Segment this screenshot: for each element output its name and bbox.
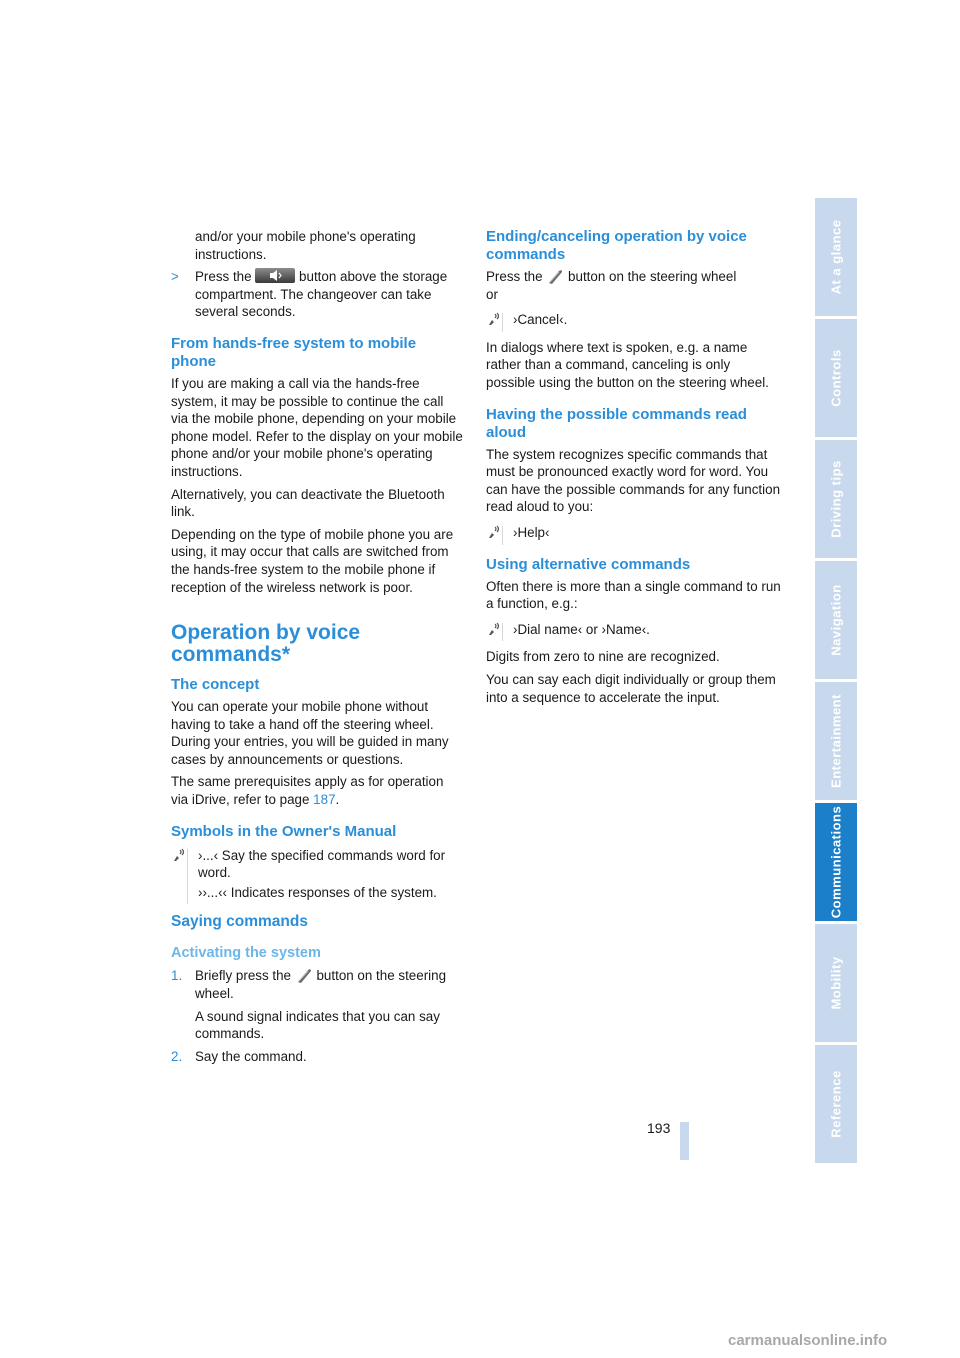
changeover-bullet — [171, 268, 463, 321]
help-command-box — [486, 524, 782, 542]
paragraph-handsfree-1: If you are making a call via the hands-free system, it may be possible to continue the call via the mobile phone, depending on your mobile phone model. Refer to the display on your mobile phone and/or your mobile phone's operating instructions. — [171, 375, 463, 479]
step-2 — [171, 1048, 463, 1066]
divider — [502, 623, 503, 642]
step-2-text: Say the command. — [195, 1048, 307, 1064]
paragraph-handsfree-2: Alternatively, you can deactivate the Bluetooth link. — [171, 486, 445, 520]
heading-concept: The concept — [171, 676, 260, 694]
command-dial-name: ›Dial name‹ or ›Name‹. — [513, 621, 650, 637]
tab-entertainment[interactable] — [815, 682, 857, 800]
tab-reference[interactable] — [815, 1045, 857, 1163]
divider — [502, 313, 503, 332]
chapter-tabs — [815, 198, 857, 1166]
concept-2-text: The same prerequisites apply as for operation via iDrive, refer to page — [171, 774, 444, 808]
heading-alternative-commands: Using alternative commands — [486, 555, 691, 573]
page-number-bar — [680, 1122, 689, 1160]
page-reference-link[interactable]: 187 — [313, 792, 336, 808]
step-1-after: button on the steering wheel. — [195, 968, 447, 1002]
voice-talk-icon — [488, 622, 502, 636]
step-1-note: A sound signal indicates that you can say commands. — [195, 1008, 440, 1042]
tab-label: Controls — [828, 349, 844, 407]
tab-label: Entertainment — [828, 694, 844, 788]
page-number: 193 — [647, 1120, 671, 1136]
step-1-before: Briefly press the — [195, 968, 292, 984]
tab-navigation[interactable] — [815, 561, 857, 679]
tab-label: Mobility — [828, 956, 844, 1010]
intro-paragraph: and/or your mobile phone's operating instructions. — [195, 229, 416, 262]
tab-label: Navigation — [828, 584, 844, 656]
heading-handsfree-to-mobile: From hands-free system to mobile phone — [171, 334, 417, 370]
bullet-mark: > — [171, 269, 179, 285]
ending-or: or — [486, 286, 498, 302]
right-column — [486, 228, 782, 711]
ending-before: Press the — [486, 269, 543, 284]
voice-talk-icon — [488, 312, 502, 326]
heading-symbols: Symbols in the Owner's Manual — [171, 822, 397, 840]
steering-wheel-talk-button-icon — [546, 269, 564, 284]
divider — [187, 849, 188, 905]
paragraph-digits-1: Digits from zero to nine are recognized. — [486, 649, 720, 665]
left-column — [171, 228, 463, 1070]
tab-label: Driving tips — [828, 460, 844, 538]
divider — [502, 526, 503, 545]
tab-driving-tips[interactable] — [815, 440, 857, 558]
heading-ending-canceling: Ending/canceling operation by voice commands — [486, 228, 747, 263]
paragraph-dialogs: In dialogs where text is spoken, e.g. a name rather than a command, canceling is only possible using the button on the steering wheel. — [486, 339, 769, 390]
heading-operation-voice: Operation by voice commands* — [171, 621, 361, 667]
heading-saying-commands: Saying commands — [171, 913, 308, 931]
cancel-command-box — [486, 311, 782, 329]
paragraph-read-aloud: The system recognizes specific commands that must be pronounced exactly word for word. You can have the possible commands for any function read aloud to you: — [486, 446, 781, 515]
watermark: carmanualsonline.info — [728, 1332, 888, 1349]
paragraph-handsfree-3: Depending on the type of mobile phone you are using, it may occur that calls are switched from the hands-free system to the mobile phone if reception of the wireless network is poor. — [171, 526, 454, 595]
paragraph-digits-2: You can say each digit individually or group them into a sequence to accelerate the input. — [486, 671, 776, 705]
tab-label: At a glance — [828, 219, 844, 295]
paragraph-ending — [486, 268, 782, 303]
symbol-say-command: ›...‹ Say the specified commands word for word. — [198, 847, 446, 881]
symbol-system-response: ››...‹‹ Indicates responses of the system. — [198, 884, 437, 900]
step-1-number: 1. — [171, 968, 183, 984]
tab-at-a-glance[interactable] — [815, 198, 857, 316]
tab-mobility[interactable] — [815, 924, 857, 1042]
paragraph-alternative: Often there is more than a single command to run a function, e.g.: — [486, 578, 781, 612]
bullet-text-after: button above the storage compartment. The changeover can take several seconds. — [195, 269, 448, 320]
heading-activating: Activating the system — [171, 945, 321, 962]
phone-changeover-button-icon — [255, 268, 295, 283]
bullet-text-before: Press the — [195, 269, 252, 285]
concept-2-end: . — [335, 792, 340, 808]
dial-command-box — [486, 621, 782, 639]
paragraph-concept-1: You can operate your mobile phone without having to take a hand off the steering wheel. During your entries, you will be guided in many cases by announcements or questions. — [171, 699, 449, 767]
tab-communications[interactable] — [815, 803, 857, 921]
command-help: ›Help‹ — [513, 524, 550, 540]
step-1 — [171, 967, 463, 1002]
ending-after: button on the steering wheel — [568, 269, 737, 284]
symbols-box — [171, 847, 463, 902]
heading-read-aloud: Having the possible commands read aloud — [486, 405, 747, 441]
voice-talk-icon — [173, 848, 187, 862]
paragraph-concept-2 — [171, 773, 463, 808]
tab-label: Reference — [828, 1070, 844, 1138]
command-cancel: ›Cancel‹. — [513, 312, 568, 328]
steering-wheel-talk-button-icon — [295, 968, 313, 983]
tab-controls[interactable] — [815, 319, 857, 437]
voice-talk-icon — [488, 525, 502, 539]
tab-label: Communications — [828, 805, 844, 919]
step-2-number: 2. — [171, 1048, 183, 1064]
